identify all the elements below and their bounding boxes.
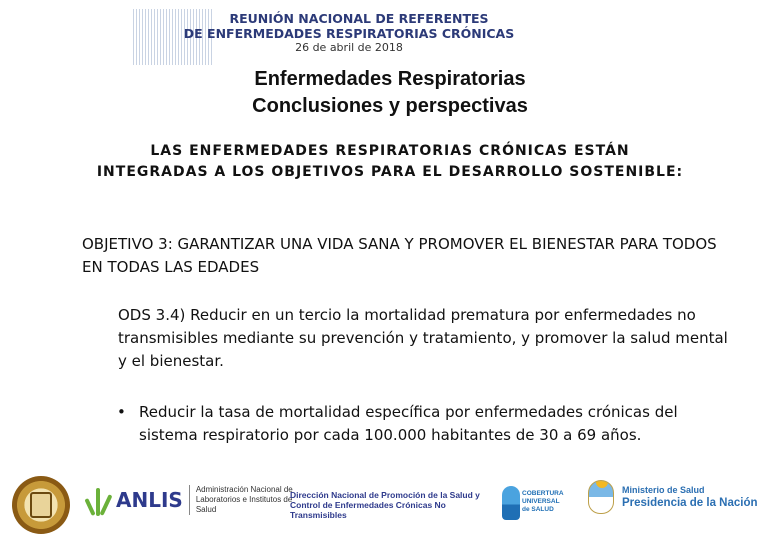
anlis-wordmark: ANLIS [116, 488, 183, 512]
objective-text: OBJETIVO 3: GARANTIZAR UNA VIDA SANA Y PROMOVER EL BIENESTAR PARA TODOS EN TODAS LAS EDADES [82, 235, 717, 276]
anlis-description: Administración Nacional de Laboratorios e Institutos de Salud [195, 485, 293, 514]
seal-building-icon [30, 492, 52, 518]
anlis-figure-icon [86, 484, 114, 516]
slide-title-line2: Conclusiones y perspectivas [252, 95, 528, 117]
dnp-logo-text: Dirección Nacional de Promoción de la Salud y Control de Enfermedades Crónicas No Transmisibles [290, 490, 480, 520]
cobertura-universal-logo [498, 482, 564, 528]
ministerio-logo [588, 480, 758, 514]
bullet-icon: • [117, 403, 126, 421]
bullet-text: Reducir la tasa de mortalidad específica por enfermedades crónicas del sistema respiratorio por cada 100.000 habitantes de 30 a 69 años. [139, 403, 678, 444]
ods-text: ODS 3.4) Reducir en un tercio la mortalidad prematura por enfermedades no transmisibles mediante su prevención y tratamiento, y promover la salud mental y el bienestar. [118, 306, 728, 370]
banner-date: 26 de abril de 2018 [295, 41, 403, 54]
anlis-divider [189, 485, 190, 515]
ministerio-line1: Ministerio de Salud [622, 484, 705, 495]
ministerio-line2: Presidencia de la Nación [622, 496, 758, 509]
event-banner [133, 9, 565, 65]
slide-subheading: LAS ENFERMEDADES RESPIRATORIAS CRÓNICAS ESTÁN INTEGRADAS A LOS OBJETIVOS PARA EL DESARROLLO SOSTENIBLE: [96, 143, 684, 180]
institution-seal-logo [12, 476, 70, 534]
banner-title-line2: DE ENFERMEDADES RESPIRATORIAS CRÓNICAS [183, 26, 515, 41]
bullet-item [117, 401, 737, 447]
national-shield-icon [588, 480, 614, 514]
anlis-logo [86, 484, 306, 516]
banner-title-line1: REUNIÓN NACIONAL DE REFERENTES [229, 11, 489, 26]
cobertura-icon [502, 486, 520, 520]
slide-title-line1: Enfermedades Respiratorias [254, 68, 526, 90]
cobertura-text: COBERTURA UNIVERSAL de SALUD [522, 490, 564, 513]
footer-logos [0, 470, 780, 540]
